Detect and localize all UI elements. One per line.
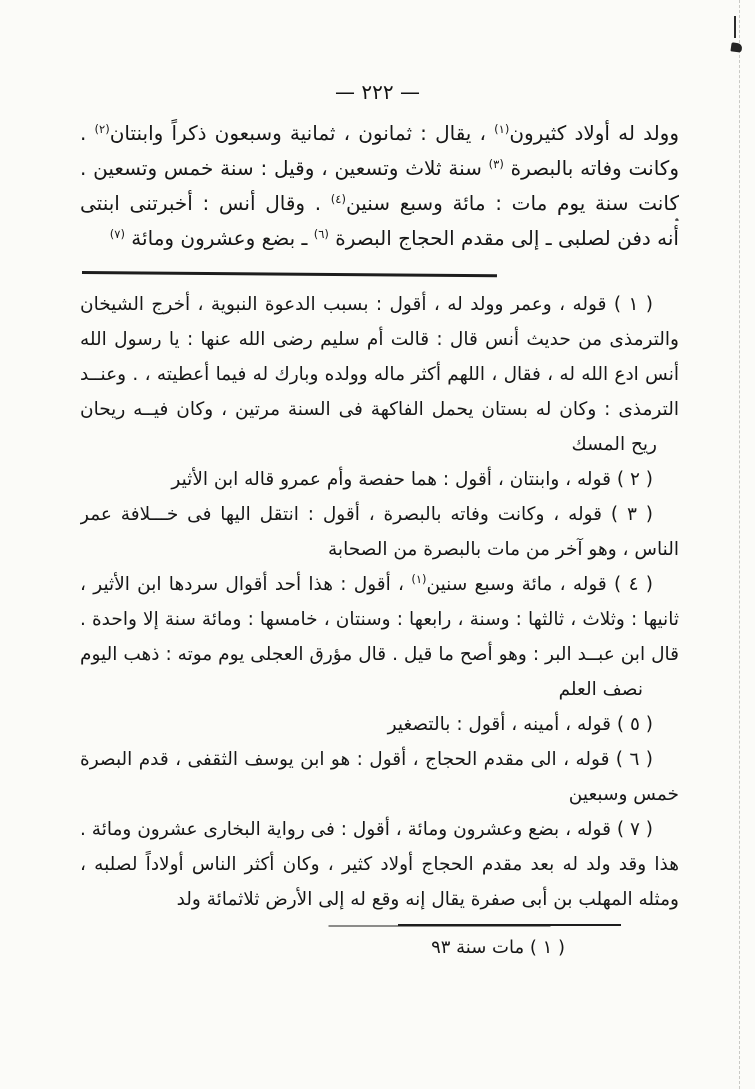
text-segment: ( ١ ) قوله ، وعمر وولد له ، أقول : بسبب الدعوة النبوية ، أخرج الشيخان — [80, 294, 653, 315]
text-segment: ( ٧ ) قوله ، بضع وعشرون ومائة ، أقول : فى رواية البخارى عشرون ومائة . — [80, 819, 653, 840]
text-segment: . — [80, 121, 95, 145]
text-line — [80, 427, 679, 462]
text-segment: خمس وسبعين — [568, 784, 679, 805]
footnote-ref: (٤) — [330, 192, 346, 206]
text-segment: ، يقال : ثمانون ، ثمانية وسبعون ذكراً وابنتان — [109, 121, 495, 145]
page-edge-dotted-line — [739, 0, 740, 1089]
text-line — [80, 742, 679, 777]
footnote-ref: (٧) — [109, 227, 125, 241]
text-segment: وولد له أولاد كثيرون — [509, 121, 679, 145]
text-segment: . وقال أنس : أخبرتنى ابنتى — [80, 191, 322, 215]
text-line — [80, 186, 679, 221]
text-segment: ( ٣ ) قوله ، وكانت وفاته بالبصرة ، أقول : انتقل اليها فى خـــلافة عمر — [80, 504, 653, 525]
footnote-ref: (٣) — [488, 157, 504, 171]
text-line — [80, 221, 679, 256]
text-segment: ثانيها : وثلاث ، ثالثها : وسنة ، رابعها : وسنتان ، خامسها : ومائة سنة إلا واحدة . — [80, 609, 679, 630]
footnote-٣ — [80, 497, 679, 567]
text-segment: أنه دفن لصلبى ـ إلى مقدم الحجاج البصرة — [328, 226, 679, 250]
footnote-separator-rule — [82, 271, 497, 277]
footnote-ref: (١) — [411, 572, 427, 586]
text-segment: هذا وقد ولد له بعد مقدم الحجاج أولاد كثير ، وكان أكثر الناس أولاداً لصلبه ، — [80, 854, 679, 875]
text-segment: ومثله المهلب بن أبى صفرة يقال إنه وقع له إلى الأرض ثلاثمائة ولد — [176, 889, 679, 910]
footnote-٢ — [80, 462, 679, 497]
text-segment: وكانت وفاته بالبصرة — [503, 156, 679, 180]
bottom-note: ( ١ ) مات سنة ٩٣ — [431, 937, 565, 958]
text-line — [80, 392, 679, 427]
text-segment: ، أقول : هذا أحد أقوال سردها ابن الأثير ، — [80, 574, 412, 595]
text-segment: الناس ، وهو آخر من مات بالبصرة من الصحابة — [328, 539, 679, 560]
footnotes-block — [80, 287, 679, 917]
text-line — [80, 532, 679, 567]
text-segment: ريح المسك — [571, 434, 657, 455]
text-segment: ( ٦ ) قوله ، الى مقدم الحجاج ، أقول : هو ابن يوسف الثقفى ، قدم البصرة — [80, 749, 653, 770]
text-line — [80, 287, 679, 322]
text-segment: سنة ثلاث وتسعين ، وقيل : سنة خمس وتسعين . — [80, 156, 482, 180]
text-segment: ( ٥ ) قوله ، أمينه ، أقول : بالتصغير — [387, 714, 653, 735]
footnote-٧ — [80, 812, 679, 917]
text-line — [80, 116, 679, 151]
text-line — [80, 497, 679, 532]
text-line — [80, 602, 679, 637]
text-line — [80, 672, 679, 707]
text-line — [80, 812, 679, 847]
text-segment: الترمذى : وكان له بستان يحمل الفاكهة فى السنة مرتين ، وكان فيــه ريحان — [80, 399, 679, 420]
footnote-ref: (٢) — [94, 122, 110, 136]
text-line — [80, 357, 679, 392]
text-segment: والترمذى من حديث أنس قال : قالت أم سليم رضى الله عنها : يا رسول الله — [80, 329, 679, 350]
bottom-note-separator-rule — [398, 924, 621, 926]
footnote-٥ — [80, 707, 679, 742]
text-segment: نصف العلم — [558, 679, 643, 700]
text-segment: قال ابن عبــد البر : وهو أصح ما قيل . قال مؤرق العجلى يوم موته : ذهب اليوم — [80, 644, 679, 665]
text-line — [80, 882, 679, 917]
text-line — [80, 777, 679, 812]
text-line — [80, 637, 679, 672]
text-line — [80, 707, 679, 742]
text-segment: كانت سنة يوم مات : مائة وسبع سنين — [345, 191, 679, 215]
footnote-ref: (٦) — [313, 227, 329, 241]
text-line — [80, 567, 679, 602]
footnote-١ — [80, 287, 679, 462]
text-segment: ( ٤ ) قوله ، مائة وسبع سنين — [426, 574, 653, 595]
footnote-ref: (١) — [494, 122, 510, 136]
text-line — [80, 322, 679, 357]
main-text-block — [80, 116, 679, 256]
text-segment: ( ٢ ) قوله ، وابنتان ، أقول : هما حفصة وأم عمرو قاله ابن الأثير — [171, 469, 653, 490]
footnote-٤ — [80, 567, 679, 707]
text-segment: ـ بضع وعشرون ومائة — [124, 226, 314, 250]
binding-mark-icon — [730, 42, 742, 52]
text-line — [80, 462, 679, 497]
binding-mark-icon — [734, 16, 736, 38]
footnote-٦ — [80, 742, 679, 812]
text-line — [80, 847, 679, 882]
text-segment: أنس ادع الله له ، فقال ، اللهم أكثر ماله وولده وبارك له فيما أعطيته ، . وعنــد — [80, 364, 679, 385]
page-number: — ٢٢٢ — — [335, 80, 420, 104]
text-line — [80, 151, 679, 186]
